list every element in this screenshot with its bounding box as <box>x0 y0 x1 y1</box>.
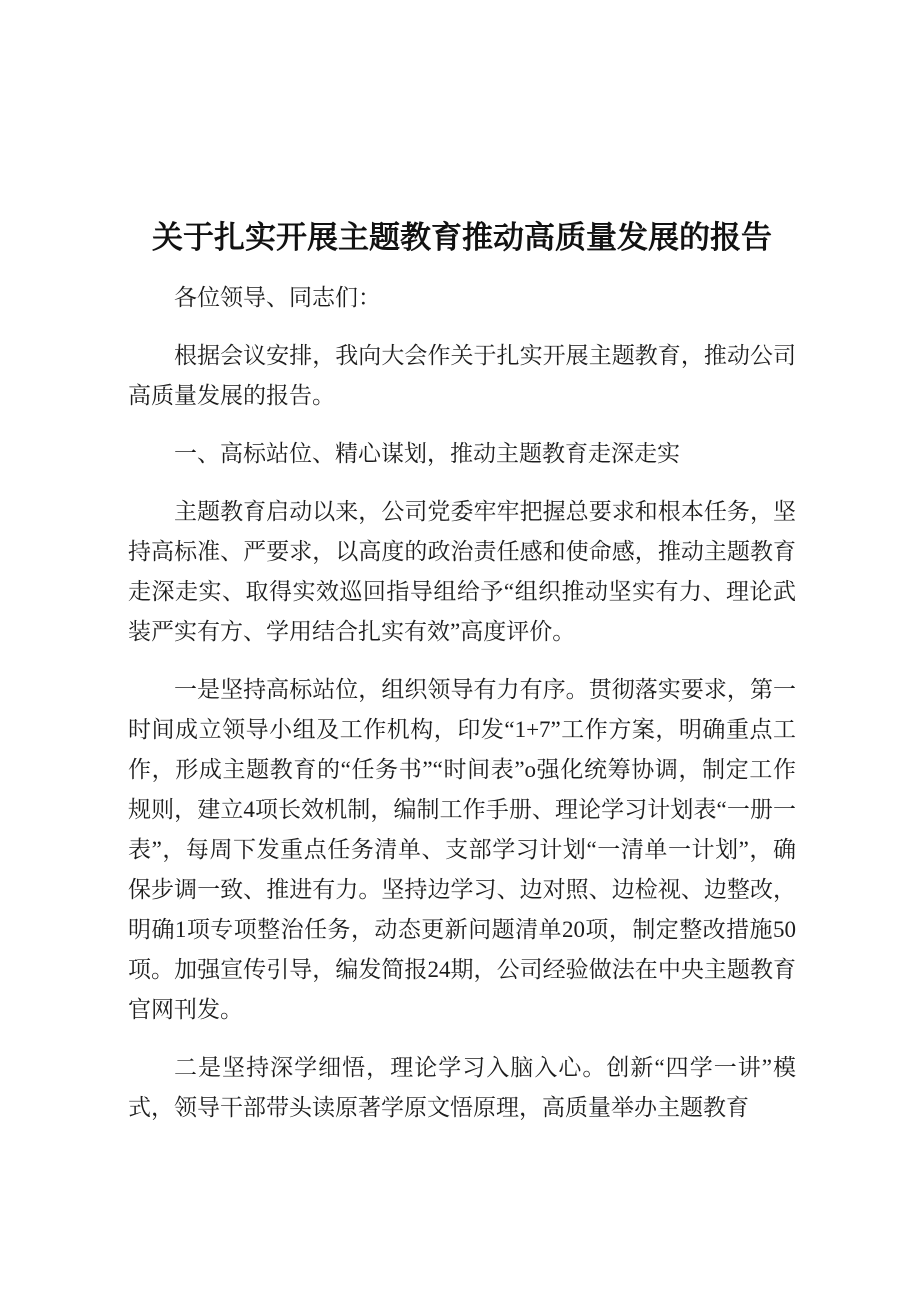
paragraph-point-one: 一是坚持高标站位，组织领导有力有序。贯彻落实要求，第一时间成立领导小组及工作机构，印发“1+7”工作方案，明确重点工作，形成主题教育的“任务书”“时间表”o强化统筹协调，制定工作规则，建立4项长效机制，编制工作手册、理论学习计划表“一册一表”，每周下发重点任务清单、支部学习计划“一清单一计划”，确保步调一致、推进有力。坚持边学习、边对照、边检视、边整改，明确1项专项整治任务，动态更新问题清单20项，制定整改措施50项。加强宣传引导，编发简报24期，公司经验做法在中央主题教育官网刊发。 <box>128 677 796 1022</box>
paragraph-point-two: 二是坚持深学细悟，理论学习入脑入心。创新“四学一讲”模式，领导干部带头读原著学原文悟原理，高质量举办主题教育 <box>128 1055 796 1120</box>
greeting-line: 各位领导、同志们： <box>174 285 381 310</box>
paragraph-overview: 主题教育启动以来，公司党委牢牢把握总要求和根本任务，坚持高标准、严要求，以高度的政治责任感和使命感，推动主题教育走深走实、取得实效巡回指导组给予“组织推动坚实有力、理论武装严实有方、学用结合扎实有效”高度评价。 <box>128 499 796 644</box>
document-title: 关于扎实开展主题教育推动高质量发展的报告 <box>152 220 772 255</box>
paragraph-intro: 根据会议安排，我向大会作关于扎实开展主题教育，推动公司高质量发展的报告。 <box>128 343 796 408</box>
section-heading-1: 一、高标站位、精心谋划，推动主题教育走深走实 <box>174 441 680 466</box>
